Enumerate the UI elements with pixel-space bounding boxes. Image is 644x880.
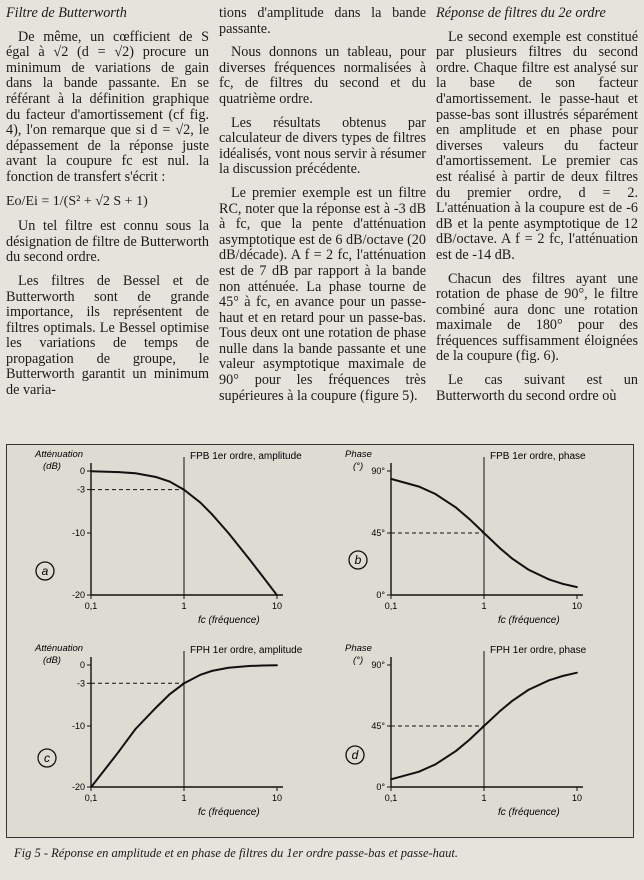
paragraph: De même, un cœfficient de S égal à √2 (d = √2) procure un minimum de variations de gain dans la bande passante. En se référant à la définition graphique du facteur d'amortissement (cf fig. 4), l'on remarque que si d = √2, le dépassement de la réponse juste avant la coupure fc est nul. la fonction de transfert s'écrit : bbox=[6, 28, 209, 185]
data-point bbox=[434, 763, 436, 765]
panel-letter: d bbox=[351, 748, 359, 762]
data-point bbox=[418, 486, 420, 488]
data-point bbox=[390, 478, 392, 480]
x-tick-label: 0,1 bbox=[384, 601, 398, 611]
data-point bbox=[118, 471, 120, 473]
y-tick-label: 90° bbox=[371, 466, 385, 476]
data-point bbox=[527, 689, 529, 691]
y-tick-label: 0 bbox=[79, 466, 85, 476]
y-tick-label: 0° bbox=[376, 782, 385, 792]
y-axis-unit: (°) bbox=[353, 461, 364, 472]
paragraph: Le second exemple est constitué par plusieurs filtres du second ordre. Chaque filtre est analysé sur la base de son facteur d'amortissement. le passe-haut et passe-bas sont illustrés séparément en amplitude et en phase pour diverses valeurs du facteur d'amortissement. Le premier cas est réalisé à partir de deux filtres du premier ordre, d = 2. L'atténuation à la coupure est de -6 dB et la pente asymptotique de 12 dB/octave. A f = 2 fc, l'atténuation est de -14 dB. bbox=[436, 28, 638, 263]
data-point bbox=[248, 665, 250, 667]
data-point bbox=[211, 513, 213, 515]
panel-letter: a bbox=[41, 564, 49, 578]
y-tick-label: 45° bbox=[371, 721, 385, 731]
data-point bbox=[455, 750, 457, 752]
paragraph: Chacun des filtres ayant une rotation de phase de 90°, le filtre combiné aura donc une rotation maximale de 180° pour des fréquences suffisamment éloignées de la coupure (fig. 6). bbox=[436, 270, 638, 365]
y-tick-label: -3 bbox=[76, 678, 85, 689]
paragraph: Les résultats obtenus par calculateur de divers types de filtres idéalisés, vont nous servir à résumer la discussion précédente. bbox=[219, 114, 426, 178]
data-point bbox=[562, 675, 564, 677]
data-point bbox=[562, 583, 564, 585]
y-tick-label: -3 bbox=[76, 484, 85, 495]
data-point bbox=[248, 558, 250, 560]
y-axis-unit: (°) bbox=[353, 655, 364, 666]
y-axis-label: Atténuation bbox=[35, 449, 84, 460]
column-right bbox=[436, 6, 638, 412]
x-tick-label: 1 bbox=[481, 793, 487, 803]
section-title-second-order: Réponse de filtres du 2e ordre bbox=[436, 5, 606, 21]
paragraph: Les filtres de Bessel et de Butterworth sont de grande importance, ils représentent de filtres optimals. Le Bessel optimise les variations de temps de propagation de groupe, le Butterworth garantit un minimum de varia- bbox=[6, 272, 209, 399]
paragraph: Le cas suivant est un Butterworth du second ordre où bbox=[436, 372, 638, 404]
y-tick-label: -10 bbox=[71, 721, 85, 731]
x-tick-label: 0,1 bbox=[84, 601, 98, 611]
paragraph: Un tel filtre est connu sous la désignation de filtre de Butterworth du second ordre. bbox=[6, 218, 209, 266]
x-axis-label: fc (fréquence) bbox=[198, 807, 260, 818]
data-point bbox=[199, 502, 201, 504]
data-point bbox=[155, 476, 157, 478]
y-tick-label: -10 bbox=[71, 528, 85, 538]
data-point bbox=[169, 481, 171, 483]
data-point bbox=[199, 674, 201, 676]
data-point bbox=[134, 472, 136, 474]
data-point bbox=[455, 507, 457, 509]
data-point bbox=[227, 532, 229, 534]
y-tick-label: 0° bbox=[376, 590, 385, 600]
x-tick-label: 0,1 bbox=[384, 793, 398, 803]
data-point bbox=[527, 569, 529, 571]
y-tick-label: 45° bbox=[371, 528, 385, 538]
x-tick-label: 1 bbox=[181, 793, 187, 803]
y-tick-label: 0 bbox=[79, 660, 85, 670]
y-tick-label: -20 bbox=[71, 590, 85, 600]
x-axis-label: fc (fréquence) bbox=[498, 807, 560, 818]
transfer-function-formula: Eo/Ei = 1/(S² + √2 S + 1) bbox=[6, 193, 148, 209]
chart-title: FPB 1er ordre, amplitude bbox=[190, 451, 302, 462]
data-point bbox=[511, 557, 513, 559]
data-point bbox=[511, 700, 513, 702]
data-point bbox=[576, 672, 578, 674]
x-axis-label: fc (fréquence) bbox=[198, 615, 260, 626]
panel-letter: b bbox=[354, 553, 362, 567]
y-tick-label: 90° bbox=[371, 660, 385, 670]
figure-5-charts bbox=[7, 445, 633, 837]
y-axis-label: Phase bbox=[345, 449, 372, 460]
figure-caption: Fig 5 - Réponse en amplitude et en phase de filtres du 1er ordre passe-bas et passe-haut. bbox=[14, 846, 459, 860]
data-point bbox=[155, 707, 157, 709]
data-point bbox=[211, 670, 213, 672]
x-tick-label: 10 bbox=[571, 793, 583, 803]
paragraph: Nous donnons un tableau, pour diverses fréquences normalisées à fc, de filtres du second et du quatrième ordre. bbox=[219, 44, 426, 107]
panel-letter: c bbox=[44, 751, 50, 765]
y-tick-label: -20 bbox=[71, 782, 85, 792]
chart-title: FPH 1er ordre, phase bbox=[490, 645, 587, 656]
data-point bbox=[499, 548, 501, 550]
y-axis-label: Phase bbox=[345, 643, 372, 654]
figure-5 bbox=[6, 444, 634, 838]
x-tick-label: 1 bbox=[481, 601, 487, 611]
y-axis-label: Atténuation bbox=[35, 643, 84, 654]
data-point bbox=[469, 518, 471, 520]
data-point bbox=[262, 665, 264, 667]
section-title-butterworth: Filtre de Butterworth bbox=[6, 5, 127, 21]
data-point bbox=[183, 682, 185, 684]
x-tick-label: 10 bbox=[571, 601, 583, 611]
x-tick-label: 0,1 bbox=[84, 793, 98, 803]
chart-title: FPB 1er ordre, phase bbox=[490, 451, 586, 462]
data-point bbox=[390, 778, 392, 780]
paragraph: tions d'amplitude dans la bande passante. bbox=[219, 5, 426, 37]
data-point bbox=[548, 579, 550, 581]
x-axis-label: fc (fréquence) bbox=[498, 615, 560, 626]
data-point bbox=[90, 470, 92, 472]
data-point bbox=[576, 586, 578, 588]
data-point bbox=[169, 693, 171, 695]
data-point bbox=[276, 664, 278, 666]
data-point bbox=[134, 728, 136, 730]
data-point bbox=[499, 710, 501, 712]
data-point bbox=[90, 786, 92, 788]
data-point bbox=[106, 765, 108, 767]
data-point bbox=[262, 576, 264, 578]
column-left bbox=[6, 6, 209, 407]
y-axis-unit: (dB) bbox=[43, 461, 61, 472]
data-point bbox=[483, 532, 485, 534]
x-tick-label: 10 bbox=[271, 601, 283, 611]
column-middle bbox=[219, 6, 426, 412]
paragraph: Le premier exemple est un filtre RC, noter que la réponse est à -3 dB à fc, que la pente d'atténuation asymptotique est de 6 dB/octave (20 dB/décade). A f = 2 fc, l'atténuation est de 7 dB par rapport à la bande non atténuée. La phase tourne de 45° à fc, en avance pour un passe-haut et en retard pour un passe-bas. Tous deux ont une rotation de phase nulle dans la bande passante et une valeur asymptotique maximale de 90° pour les fréquences très supérieures à la coupure (figure 5). bbox=[219, 184, 426, 404]
x-tick-label: 1 bbox=[181, 601, 187, 611]
y-axis-unit: (dB) bbox=[43, 655, 61, 666]
data-point bbox=[469, 739, 471, 741]
data-point bbox=[227, 667, 229, 669]
data-point bbox=[548, 679, 550, 681]
x-tick-label: 10 bbox=[271, 793, 283, 803]
data-point bbox=[418, 771, 420, 773]
data-point bbox=[183, 489, 185, 491]
data-point bbox=[276, 594, 278, 596]
data-point bbox=[483, 725, 485, 727]
data-point bbox=[118, 750, 120, 752]
data-point bbox=[434, 493, 436, 495]
chart-title: FPH 1er ordre, amplitude bbox=[190, 645, 303, 656]
